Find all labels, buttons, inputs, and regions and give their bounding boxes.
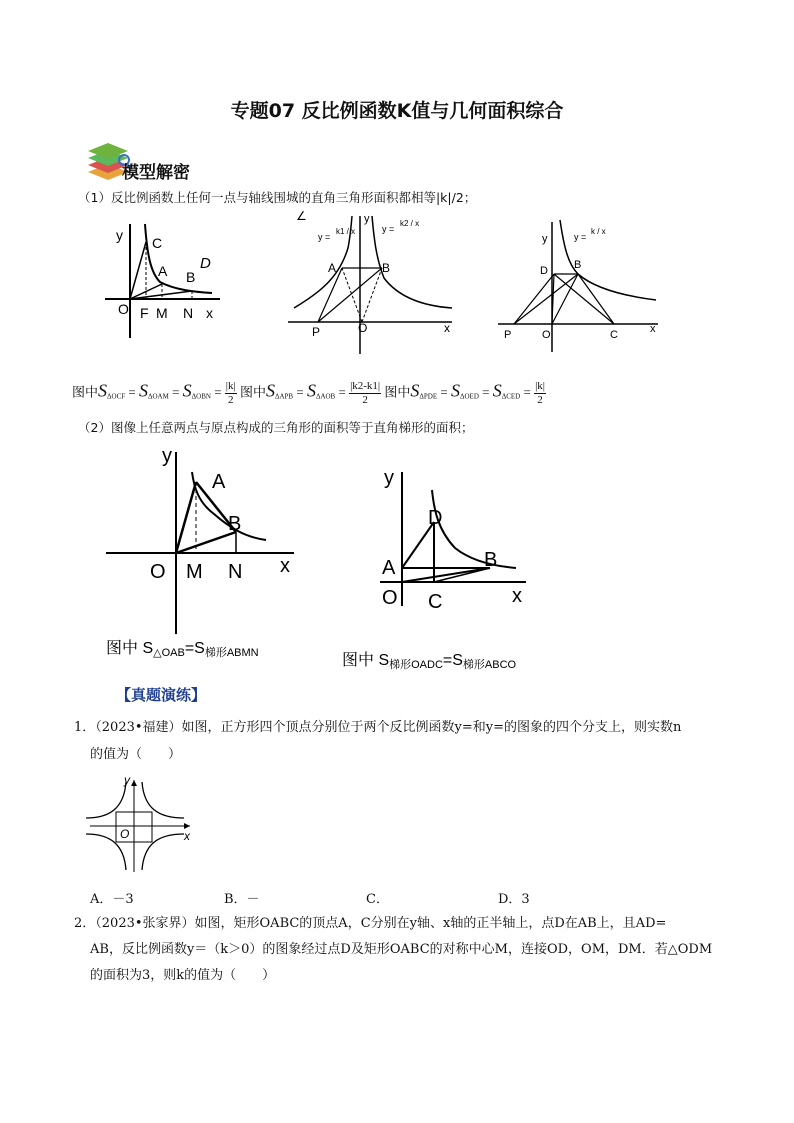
fig3-label-y: y xyxy=(542,233,548,245)
fig3-eq-frac: k / x xyxy=(591,227,606,236)
formula-frac-1: $\frac{|k|}{2}$ xyxy=(225,380,236,406)
fig1-label-c: C xyxy=(152,235,163,251)
q1-fig-label-o: O xyxy=(120,827,130,841)
formula-line: 图中$S_{\Delta OCF} = S_{\Delta OAM} = S_{\Delta OBN}$ = $\frac{|k|}{2}$ 图中$S_{\Delta APB} = S_{\Delta AOB}$ = $\frac{|k2-k1|}{2}$ 图中$S_{\Delta PDE} = S_{\Delta OED} = S_{\Delta CED}$ = $\frac{|k|}{2}$ xyxy=(72,380,545,406)
model-section-label: 模型解密 xyxy=(122,163,190,183)
q2-line-1: 2．（2023•张家界）如图，矩形OABC的顶点A，C分别在y轴、x轴的正半轴上，点D在AB上，且AD= xyxy=(74,916,667,931)
fig5-label-o: O xyxy=(382,587,398,609)
model-section-header xyxy=(84,138,234,184)
fig4-label-m: M xyxy=(186,561,203,583)
fig3-label-x: x xyxy=(650,323,656,335)
svg-text:∠: ∠ xyxy=(296,209,307,223)
fig1-label-a: A xyxy=(158,263,168,279)
fig5-label-b: B xyxy=(484,549,498,571)
figure-5 xyxy=(340,460,560,675)
fig4-label-y: y xyxy=(162,445,172,467)
fig1-label-x: x xyxy=(206,305,213,321)
formula-frac-3: $\frac{|k|}{2}$ xyxy=(535,380,545,406)
q1-choice-d: D．3 xyxy=(498,892,530,907)
fig4-label-b: B xyxy=(228,513,242,535)
fig2-label-o: O xyxy=(358,321,368,335)
q1-line-2: 的值为（ ） xyxy=(90,747,182,762)
fig2-label-y: y xyxy=(364,213,370,225)
fig5-label-d: D xyxy=(428,507,443,529)
fig1-label-f: F xyxy=(140,305,149,321)
figure-4 xyxy=(104,442,304,672)
figure-2 xyxy=(284,208,464,358)
fig2-label-b: B xyxy=(382,261,391,275)
fig1-label-y: y xyxy=(116,227,123,243)
fig1-label-d: D xyxy=(200,255,211,272)
q1-choice-c: C． xyxy=(366,892,389,907)
fig2-label-x: x xyxy=(444,321,450,335)
figure-1 xyxy=(100,212,240,342)
fig2-label-a: A xyxy=(328,261,337,275)
page-title: 专题07 反比例函数K值与几何面积综合 xyxy=(230,100,564,122)
fig1-label-b: B xyxy=(186,269,196,285)
fig2-label-p: P xyxy=(312,325,321,339)
formula-frac-2: $\frac{|k2-k1|}{2}$ xyxy=(350,380,381,406)
fig4-label-x: x xyxy=(280,555,290,577)
fig5-caption: 图中 S梯形OADC=S梯形ABCO xyxy=(342,652,517,671)
formula-lead-1: 图中 xyxy=(72,384,99,400)
fig1-label-o: O xyxy=(118,301,129,317)
q2-line-2: AB，反比例函数y＝（k＞0）的图象经过点D及矩形OABC的对称中心M，连接OD，OM，DM．若△ODM xyxy=(90,942,713,957)
q1-fig-label-y: y xyxy=(124,773,130,787)
figure-3 xyxy=(494,212,664,357)
fig2-eq-left: y = xyxy=(318,232,331,242)
fig2-eq-left-frac: k1 / x xyxy=(336,227,356,236)
fig3-eq: y = xyxy=(574,232,587,242)
fig3-label-o: O xyxy=(542,329,551,341)
formula-lead-3: 图中 xyxy=(384,384,411,400)
q2-line-3: 的面积为3，则k的值为（ ） xyxy=(90,968,276,983)
fig5-label-y: y xyxy=(384,467,394,489)
q1-figure xyxy=(86,770,206,880)
fig3-label-d: D xyxy=(540,265,548,277)
fig2-eq-right-frac: k2 / x xyxy=(400,219,420,228)
point-1-text: （1）反比例函数上任何一点与轴线围城的直角三角形面积都相等|k|/2； xyxy=(78,190,477,205)
fig5-label-c: C xyxy=(428,591,443,613)
practice-section-header: 【真题演练】 xyxy=(116,686,207,704)
fig3-label-b: B xyxy=(574,259,582,271)
point-2-text: （2）图像上任意两点与原点构成的三角形的面积等于直角梯形的面积； xyxy=(78,420,474,435)
fig1-label-n: N xyxy=(183,305,194,321)
q1-choice-a: A．－3 xyxy=(90,892,134,907)
formula-lead-2: 图中 xyxy=(239,384,266,400)
q1-choice-b: B．－ xyxy=(224,892,260,907)
fig4-label-o: O xyxy=(150,561,166,583)
q1-line-1: 1．（2023•福建）如图，正方形四个顶点分别位于两个反比例函数y=和y=的图象的四个分支上，则实数n xyxy=(74,720,682,735)
fig5-label-a: A xyxy=(382,557,396,579)
fig5-label-x: x xyxy=(512,585,522,607)
fig4-label-a: A xyxy=(212,471,226,493)
fig4-caption: 图中 S△OAB=S梯形ABMN xyxy=(106,640,259,659)
fig4-label-n: N xyxy=(228,561,243,583)
fig3-label-c: C xyxy=(610,329,618,341)
fig3-label-p: P xyxy=(504,329,512,341)
q1-fig-label-x: x xyxy=(184,829,190,843)
fig1-label-m: M xyxy=(156,305,168,321)
fig2-eq-right: y = xyxy=(382,224,395,234)
